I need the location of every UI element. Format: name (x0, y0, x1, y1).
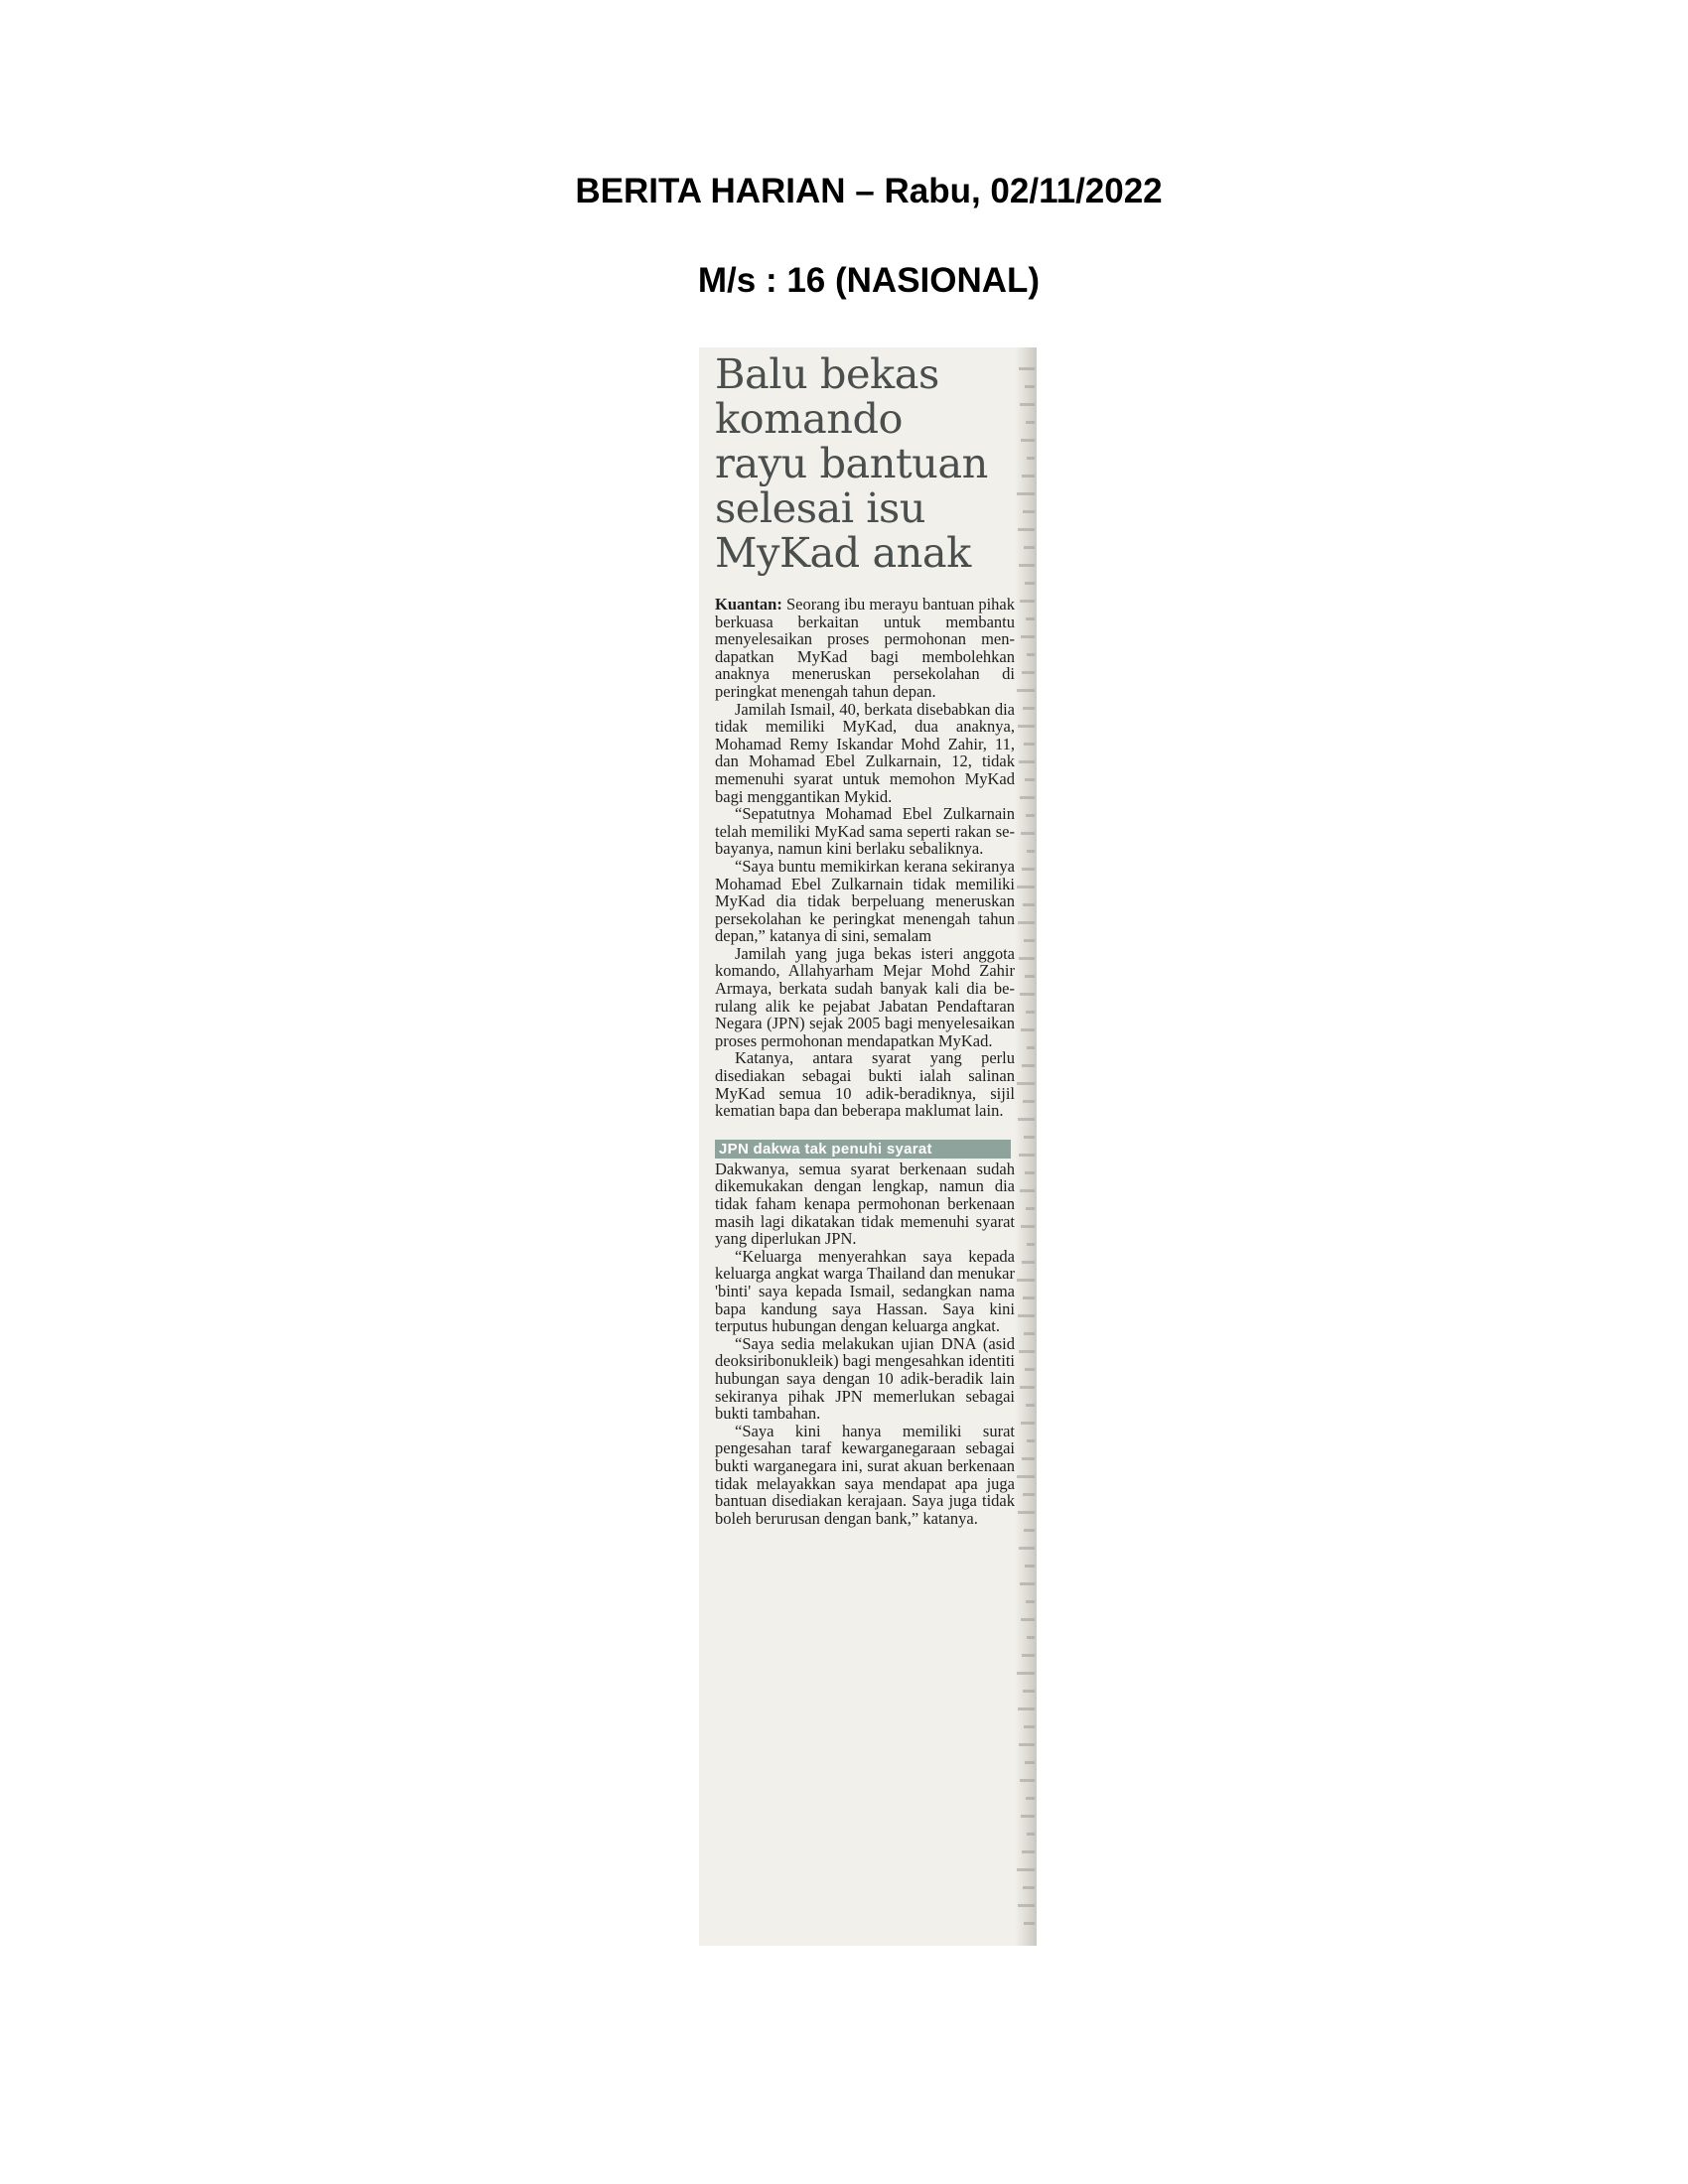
newspaper-clipping (699, 347, 1037, 1946)
adjacent-text-fragment (1018, 1314, 1035, 1317)
adjacent-text-fragment (1024, 1136, 1035, 1139)
adjacent-text-fragment (1026, 617, 1035, 620)
adjacent-text-fragment (1025, 1171, 1035, 1174)
adjacent-text-fragment (1023, 510, 1035, 513)
adjacent-text-fragment (1024, 1529, 1035, 1532)
headline-line: komando (715, 394, 904, 443)
adjacent-text-fragment (1019, 564, 1035, 567)
article-paragraph: Kuantan: Seorang ibu merayu bantuan pihak berkuasa berkaitan untuk membantu menyelesaikan proses permohonan mendapatkan MyKad bagi membolehkan anaknya meneruskan persekolahan di peringkat menengah tahun depan. (715, 595, 1016, 701)
adjacent-text-fragment (1019, 1350, 1035, 1353)
adjacent-text-fragment (1017, 492, 1035, 495)
adjacent-text-fragment (1022, 475, 1035, 478)
article-headline (715, 351, 1013, 575)
adjacent-text-fragment (1025, 778, 1035, 781)
adjacent-text-fragment (1018, 528, 1035, 531)
adjacent-text-fragment (1023, 903, 1035, 906)
adjacent-text-fragment (1027, 1243, 1035, 1246)
article-paragraph: “Saya sedia melakukan ujian DNA (asid deoksiribonukleik) bagi mengesahkan identiti hubungan saya dengan 10 adik-beradik lain sekiranya pihak JPN memerlukan sebagai bukti tambahan. (715, 1333, 1015, 1424)
adjacent-text-fragment (1017, 1082, 1035, 1085)
adjacent-column-edge (1015, 347, 1037, 1946)
article-paragraph: “Sepatutnya Mohamad Ebel Zulkarnain telah memiliki MyKad sama seperti rakan sebayanya, namun kini berlaku sebaliknya. (715, 804, 1015, 859)
adjacent-text-fragment (1020, 403, 1035, 406)
adjacent-text-fragment (1024, 1922, 1035, 1925)
adjacent-text-fragment (1026, 1600, 1035, 1603)
adjacent-text-fragment (1017, 689, 1035, 692)
adjacent-text-fragment (1020, 993, 1035, 996)
adjacent-text-fragment (1024, 743, 1035, 746)
adjacent-text-fragment (1020, 1189, 1035, 1192)
article-paragraph: “Keluarga menyerahkan saya kepada keluarga angkat warga Thailand dan menukar 'binti' saya kepada Ismail, sedangkan nama bapa kandung saya Hassan. Saya kini terputus hubungan dengan keluarga angkat. (715, 1246, 1015, 1336)
adjacent-text-fragment (1022, 1654, 1035, 1657)
adjacent-text-fragment (1026, 814, 1035, 817)
adjacent-text-fragment (1018, 921, 1035, 924)
adjacent-text-fragment (1022, 868, 1035, 871)
adjacent-text-fragment (1018, 1707, 1035, 1710)
adjacent-text-fragment (1018, 725, 1035, 728)
adjacent-text-fragment (1025, 1368, 1035, 1371)
article-paragraph: Dakwanya, semua syarat berkenaan sudah dikemukakan dengan lengkap, namun dia tidak faham kenapa permohonan berkenaan masih lagi dikatakan tidak memenuhi syarat yang diperlukan JPN. (715, 1159, 1015, 1249)
adjacent-text-fragment (1024, 1725, 1035, 1728)
adjacent-text-fragment (1025, 385, 1035, 388)
article-paragraph: “Saya buntu memikirkan kerana sekiranya Mohamad Ebel Zulkarnain tidak memiliki MyKad dia tidak berpeluang meneruskan persekolahan ke peringkat menengah tahun depan,” katanya di sini, semalam (715, 856, 1015, 946)
page-section-header: M/s : 16 (NASIONAL) (697, 261, 1041, 300)
adjacent-text-fragment (1023, 1886, 1035, 1889)
headline-line: Balu bekas (715, 349, 939, 398)
adjacent-text-fragment (1026, 1011, 1035, 1014)
adjacent-text-fragment (1020, 796, 1035, 799)
article-paragraph: “Saya kini hanya memiliki surat pengesahan taraf kewarganegaraan sebagai bukti warganegara ini, surat akuan berkenaan tidak melayakkan saya mendapat apa juga bantuan disediakan kerajaan. Saya juga tidak boleh berurusan dengan bank,” katanya. (715, 1421, 1015, 1528)
adjacent-text-fragment (1021, 635, 1035, 638)
adjacent-text-fragment (1023, 1297, 1035, 1299)
article-paragraph: Jamilah Ismail, 40, berkata disebabkan dia tidak memiliki MyKad, dua anaknya, Mohamad Remy Iskandar Mohd Zahir, 11, dan Mohamad Ebel Zulkarnain, 12, tidak memenuhi syarat untuk memohon MyKad bagi menggantikan Mykid. (715, 699, 1015, 806)
adjacent-text-fragment (1027, 653, 1035, 656)
adjacent-text-fragment (1022, 1457, 1035, 1460)
adjacent-text-fragment (1025, 975, 1035, 978)
publication-date-header: BERITA HARIAN – Rabu, 02/11/2022 (575, 172, 1163, 210)
adjacent-text-fragment (1017, 1672, 1035, 1675)
adjacent-text-fragment (1017, 1868, 1035, 1871)
adjacent-text-fragment (1027, 850, 1035, 853)
adjacent-text-fragment (1027, 1636, 1035, 1639)
adjacent-text-fragment (1026, 1797, 1035, 1800)
adjacent-text-fragment (1024, 1332, 1035, 1335)
adjacent-text-fragment (1020, 1582, 1035, 1585)
adjacent-text-fragment (1017, 886, 1035, 888)
adjacent-text-fragment (1017, 1475, 1035, 1478)
adjacent-text-fragment (1021, 1815, 1035, 1818)
adjacent-text-fragment (1019, 1743, 1035, 1746)
adjacent-text-fragment (1022, 1850, 1035, 1853)
adjacent-text-fragment (1026, 1207, 1035, 1210)
adjacent-text-fragment (1017, 1279, 1035, 1282)
adjacent-text-fragment (1023, 1493, 1035, 1496)
adjacent-text-fragment (1026, 1404, 1035, 1407)
adjacent-text-fragment (1023, 1690, 1035, 1693)
adjacent-text-fragment (1019, 957, 1035, 960)
adjacent-text-fragment (1018, 1904, 1035, 1907)
adjacent-text-fragment (1020, 1386, 1035, 1389)
dateline: Kuantan: (715, 595, 782, 614)
adjacent-text-fragment (1019, 760, 1035, 763)
adjacent-text-fragment (1021, 832, 1035, 835)
adjacent-text-fragment (1020, 600, 1035, 603)
article-body (715, 596, 1015, 1527)
adjacent-text-fragment (1023, 1100, 1035, 1103)
adjacent-text-fragment (1023, 707, 1035, 710)
article-paragraph: Jamilah yang juga bekas isteri anggota komando, Allahyarham Mejar Mohd Zahir Armaya, berkata sudah banyak kali dia berulang alik ke pejabat Jabatan Pendaftaran Negara (JPN) sejak 2005 bagi menyelesaikan proses permohonan mendapatkan MyKad. (715, 943, 1015, 1050)
adjacent-text-fragment (1024, 546, 1035, 549)
adjacent-text-fragment (1027, 1833, 1035, 1836)
adjacent-text-fragment (1025, 582, 1035, 585)
adjacent-text-fragment (1021, 1028, 1035, 1031)
headline-line: rayu bantuan (715, 439, 988, 487)
adjacent-text-fragment (1018, 1511, 1035, 1514)
adjacent-text-fragment (1022, 1064, 1035, 1067)
headline-line: selesai isu (715, 483, 925, 532)
adjacent-text-fragment (1021, 439, 1035, 442)
adjacent-text-fragment (1027, 457, 1035, 460)
adjacent-text-fragment (1020, 1779, 1035, 1782)
adjacent-text-fragment (1026, 421, 1035, 424)
adjacent-text-fragment (1021, 1422, 1035, 1425)
adjacent-text-fragment (1019, 1154, 1035, 1157)
adjacent-text-fragment (1019, 367, 1035, 370)
adjacent-text-fragment (1021, 1618, 1035, 1621)
adjacent-text-fragment (1019, 1547, 1035, 1550)
article-paragraph: Katanya, antara syarat yang perlu disediakan sebagai bukti ialah salinan MyKad semua 10 adik-beradiknya, sijil kematian bapa dan beberapa maklumat lain. (715, 1048, 1015, 1121)
adjacent-text-fragment (1022, 1261, 1035, 1264)
article-subheading: JPN dakwa tak penuhi syarat (715, 1140, 1011, 1159)
adjacent-text-fragment (1025, 1565, 1035, 1568)
headline-line: MyKad anak (715, 528, 971, 577)
adjacent-text-fragment (1018, 1118, 1035, 1121)
adjacent-text-fragment (1025, 1761, 1035, 1764)
adjacent-text-fragment (1022, 671, 1035, 674)
adjacent-text-fragment (1027, 1439, 1035, 1442)
adjacent-text-fragment (1021, 1225, 1035, 1228)
adjacent-text-fragment (1024, 939, 1035, 942)
adjacent-text-fragment (1027, 1046, 1035, 1049)
